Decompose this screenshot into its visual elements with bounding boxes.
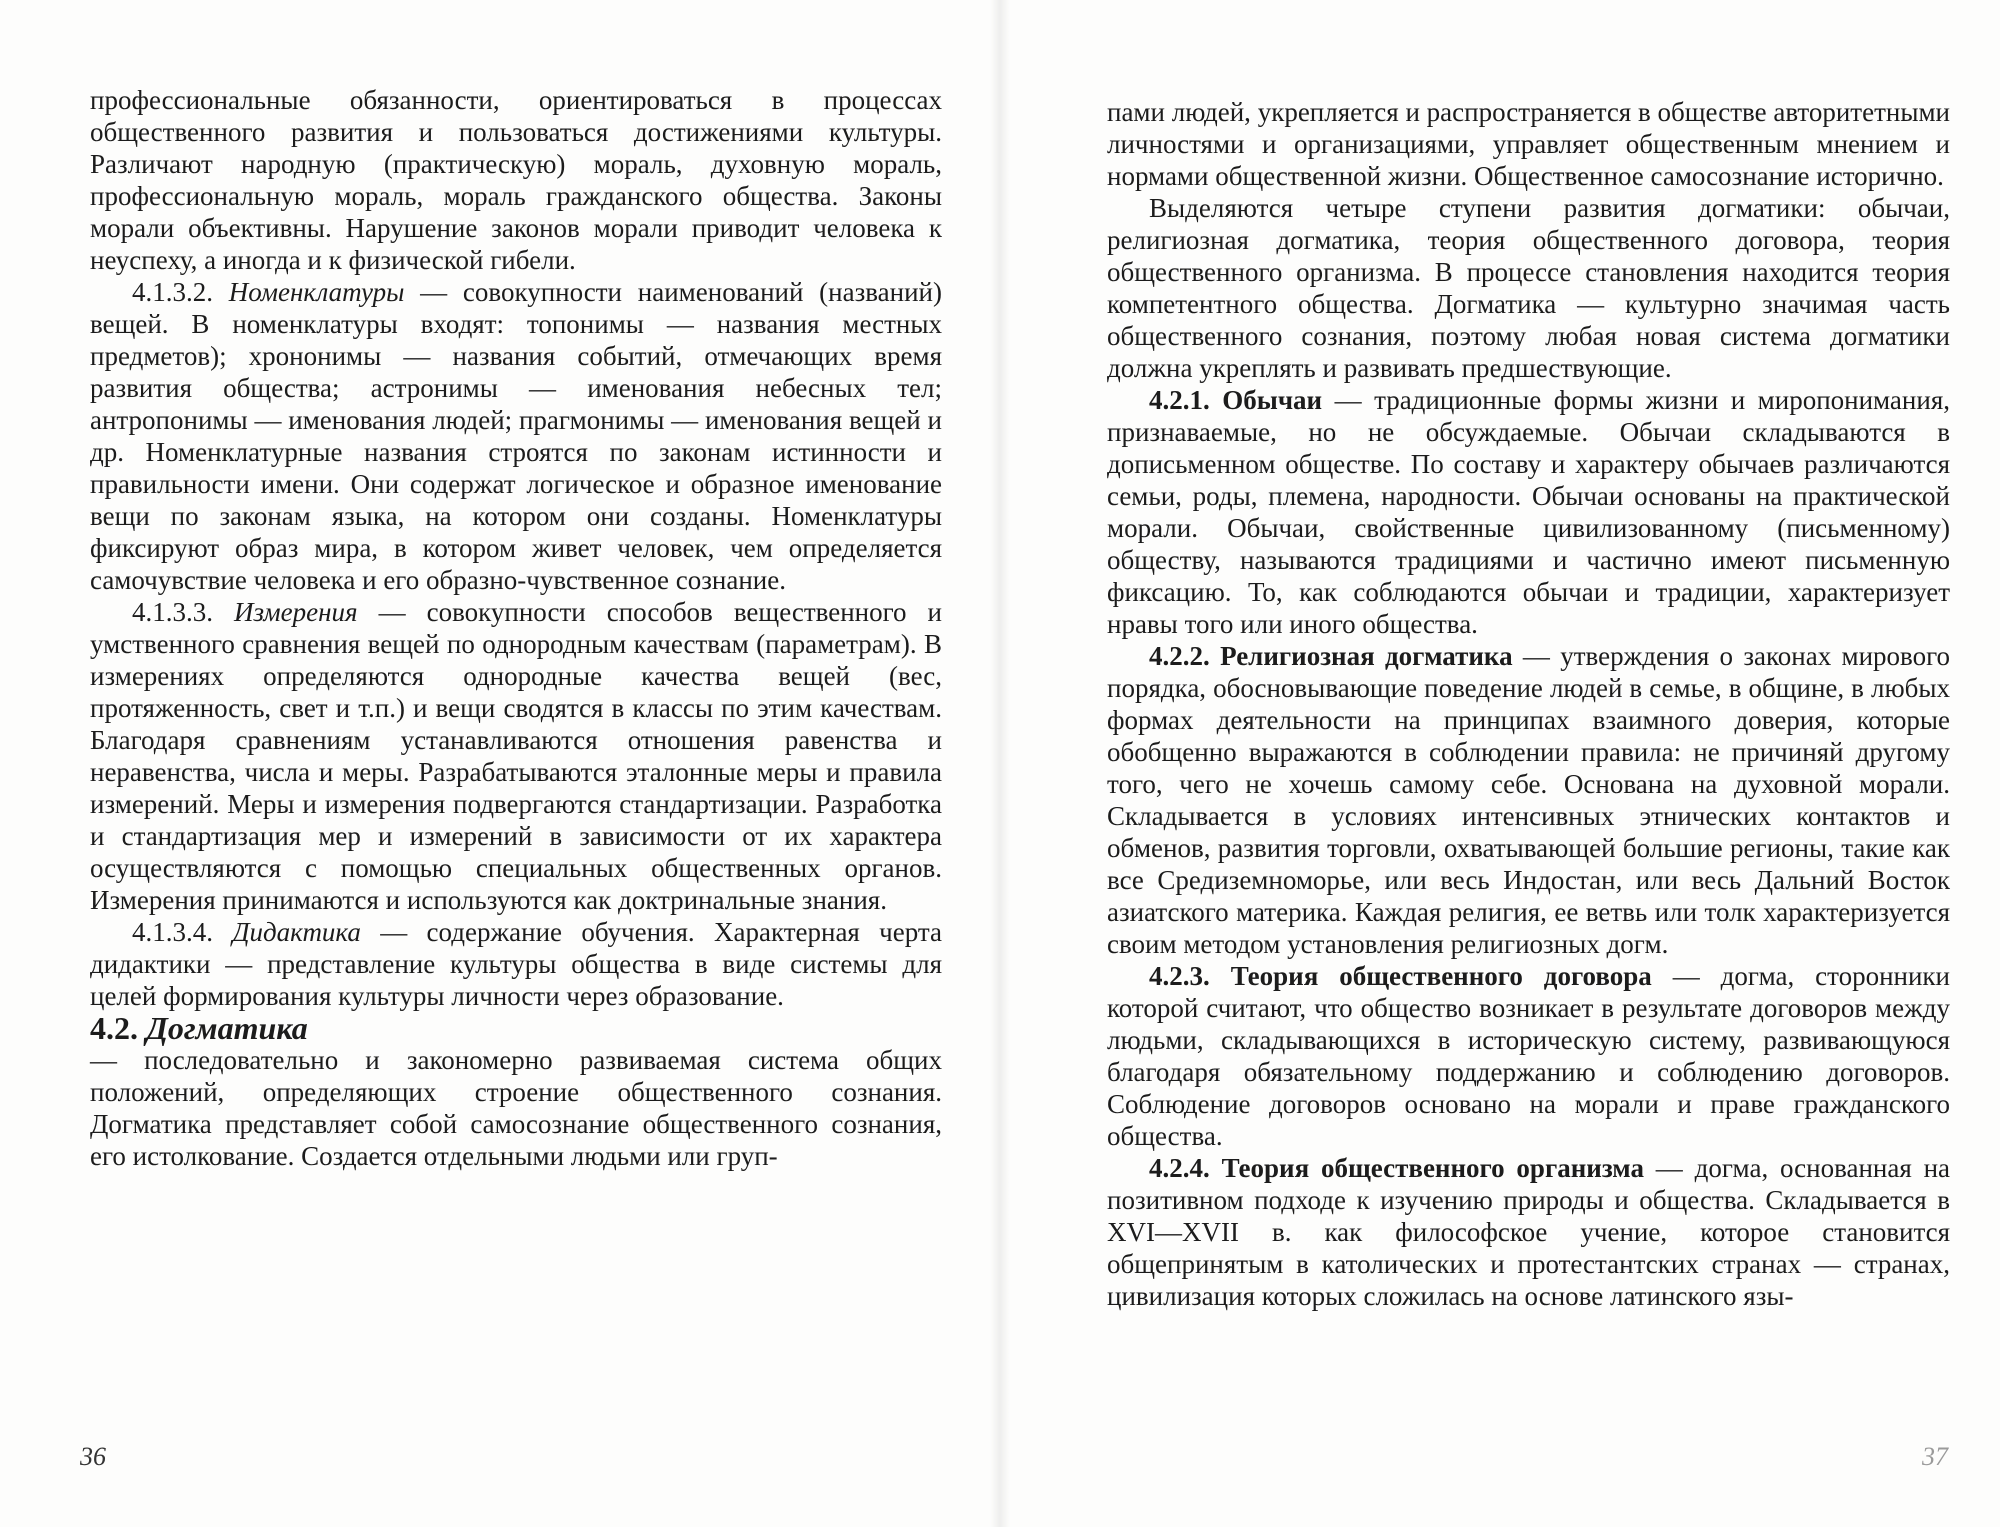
term-religious-dogmatics: Религиозная догматика — [1220, 641, 1513, 671]
section-number: 4.2.2. — [1149, 641, 1210, 671]
section-4-1-3-4 — [90, 916, 942, 1012]
section-body: — совокупности наименований (названий) вещей. В номенклатуры входят: топонимы — названия местных предметов); хрононимы — названия событий, отмечающих время развития общества; астронимы — именования небесных тел; антропонимы — именования людей; прагмонимы — именования вещей и др. Номенклатурные названия строятся по законам истинности и правильности имени. Они содержат логическое и образное именование вещи по законам языка, на котором они созданы. Номенклатуры фиксируют образ мира, в котором живет человек, чем определяется самочувствие человека и его образно-чувственное сознание. — [90, 277, 942, 595]
section-body: — догма, основанная на позитивном подходе к изучению природы и общества. Складывается в XVI—XVII в. как философское учение, которое становится общепринятым в католических и протестантских странах — странах, цивилизация которых сложилась на основе латинского язы- — [1107, 1153, 1951, 1311]
term-social-contract: Теория общественного договора — [1230, 961, 1652, 991]
term-nomenclatures: Номенклатуры — [228, 277, 405, 307]
page-number-left: 36 — [80, 1442, 106, 1471]
term-didactics: Дидактика — [232, 917, 361, 947]
term-customs: Обычаи — [1222, 385, 1323, 415]
section-heading-4-2 — [90, 1012, 942, 1044]
section-4-2-4 — [1107, 1152, 1950, 1312]
section-number: 4.2.4. — [1149, 1153, 1210, 1183]
right-page-text — [1107, 96, 1950, 1312]
section-4-1-3-2 — [90, 276, 942, 596]
section-number: 4.1.3.2. — [132, 277, 213, 307]
paragraph-intro: профессиональные обязанности, ориентироваться в процессах общественного развития и пользоваться достижениями культуры. Различают народную (практическую) мораль, духовную мораль, профессиональную мораль, мораль гражданского общества. Законы морали объективны. Нарушение законов морали приводит человека к неуспеху, а иногда и к физической гибели. — [90, 85, 942, 275]
section-number: 4.1.3.4. — [132, 917, 213, 947]
section-4-2-3 — [1107, 960, 1950, 1152]
section-number: 4.1.3.3. — [132, 597, 213, 627]
section-body: — совокупности способов вещественного и умственного сравнения вещей по однородным качествам (параметрам). В измерениях определяются однородные качества вещей (вес, протяженность, свет и т.п.) и вещи сводятся в классы по этим качествам. Благодаря сравнениям устанавливаются отношения равенства и неравенства, числа и меры. Разрабатываются эталонные меры и правила измерений. Меры и измерения подвергаются стандартизации. Разработка и стандартизация мер и измерений в зависимости от их характера осуществляются с помощью специальных общественных органов. Измерения принимаются и используются как доктринальные знания. — [90, 597, 942, 915]
section-body: — догма, сторонники которой считают, что общество возникает в результате договоров между людьми, складывающихся в историческую систему, развивающуюся благодаря обязательному поддержанию и соблюдению договоров. Соблюдение договоров основано на морали и праве гражданского общества. — [1107, 961, 1951, 1151]
left-page-text — [90, 84, 942, 1172]
section-body: — традиционные формы жизни и миропонимания, признаваемые, но не обсуждаемые. Обычаи складываются в дописьменном обществе. По составу и характеру обычаев различаются семьи, роды, племена, народности. Обычаи основаны на практической морали. Обычаи, свойственные цивилизованному (письменному) обществу, называются традициями и частично имеют письменную фиксацию. То, как соблюдаются обычаи и традиции, характеризует нравы того или иного общества. — [1107, 385, 1950, 639]
paragraph-continuation: пами людей, укрепляется и распространяется в обществе авторитетными личностями и организациями, управляет общественным мнением и нормами общественной жизни. Общественное самосознание исторично. — [1107, 97, 1950, 191]
term-social-organism: Теория общественного организма — [1221, 1153, 1644, 1183]
section-4-2-1 — [1107, 384, 1950, 640]
section-number: 4.2.3. — [1149, 961, 1210, 991]
term-measurements: Измерения — [234, 597, 358, 627]
paragraph-stages: Выделяются четыре ступени развития догматики: обычаи, религиозная догматика, теория общественного договора, теория общественного организма. В процессе становления находится теория компетентного общества. Догматика — культурно значимая часть общественного сознания, поэтому любая новая система догматики должна укреплять и развивать предшествующие. — [1107, 193, 1950, 383]
section-4-2-2 — [1107, 640, 1950, 960]
section-number: 4.2.1. — [1149, 385, 1210, 415]
section-4-1-3-3 — [90, 596, 942, 916]
heading-title: Догматика — [146, 1010, 308, 1046]
section-body: — содержание обучения. Характерная черта дидактики — представление культуры общества в виде системы для целей формирования культуры личности через образование. — [90, 917, 942, 1011]
heading-number: 4.2. — [90, 1010, 138, 1046]
right-page — [1000, 0, 2000, 1527]
paragraph-dogmatics-definition: — последовательно и закономерно развиваемая система общих положений, определяющих строение общественного сознания. Догматика представляет собой самосознание общественного сознания, его истолкование. Создается отдельными людьми или груп- — [90, 1045, 942, 1171]
page-number-right: 37 — [1922, 1442, 1948, 1471]
section-body: — утверждения о законах мирового порядка, обосновывающие поведение людей в семье, в общине, в любых формах деятельности на принципах взаимного доверия, которые обобщенно выражаются в соблюдении правила: не причиняй другому того, чего не хочешь самому себе. Основана на духовной морали. Складывается в условиях интенсивных этнических контактов и обменов, развития торговли, охватывающей большие регионы, такие как все Средиземноморье, или весь Индостан, или весь Дальний Восток азиатского материка. Каждая религия, ее ветвь или толк характеризуется своим методом установления религиозных догм. — [1107, 641, 1951, 959]
